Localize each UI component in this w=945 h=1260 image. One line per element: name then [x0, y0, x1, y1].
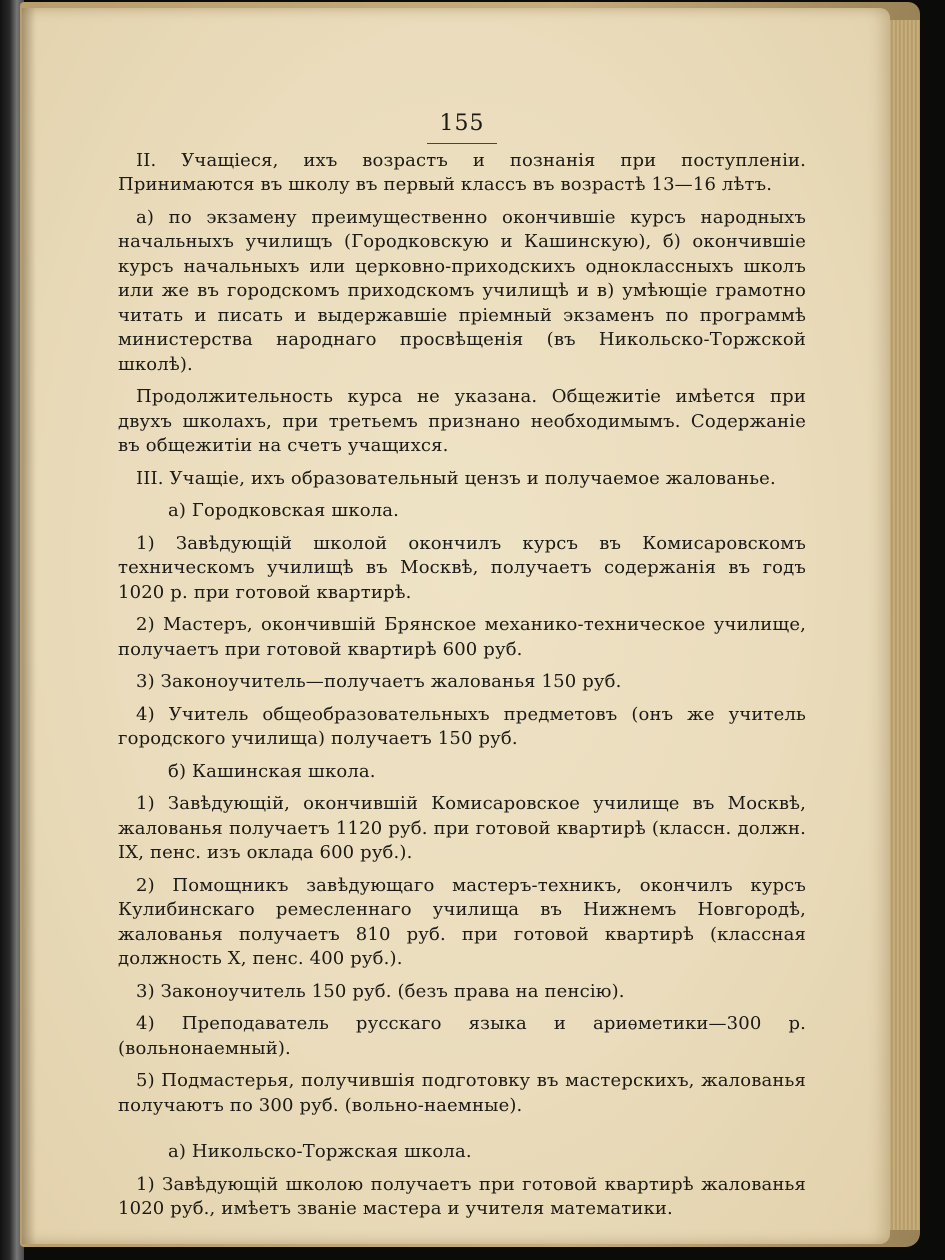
- list-item: 1) Завѣдующiй школою получаетъ при готовой квартирѣ жалованья 1020 руб., имѣетъ званiе мастера и учителя математики.: [118, 1173, 806, 1219]
- page-gutter-shadow: [22, 8, 36, 1244]
- list-item: 5) Подмастерья, получившiя подготовку въ мастерскихъ, жалованья получаютъ по 300 руб. (вольно-наемные).: [118, 1070, 806, 1116]
- section-heading-kashinskaya: б) Кашинская школа.: [168, 760, 376, 782]
- paragraph-admission: а) по экзамену преимущественно окончившiе курсъ народныхъ начальныхъ училищъ (Городковскую и Кашинскую), б) окончившiе курсъ начальныхъ или церковно-приходскихъ одноклассныхъ школъ или же въ городскомъ приходскомъ училищѣ и в) умѣющiе грамотно читать и писать и выдержавшiе прiемный экзаменъ по программѣ министерства народнаго просвѣщенiя (въ Никольско-Торжской школѣ).: [118, 206, 806, 375]
- list-item: 1) Завѣдующiй школой окончилъ курсъ въ Комисаровскомъ техническомъ училищѣ въ Москвѣ, получаетъ содержанiя въ годъ 1020 р. при готовой квартирѣ.: [118, 532, 806, 603]
- page-content: [118, 112, 806, 1230]
- list-item: 2) Помощникъ завѣдующаго мастеръ-техникъ, окончилъ курсъ Кулибинскаго ремесленнаго училища въ Нижнемъ Новгородѣ, жалованья получаетъ 810 руб. при готовой квартирѣ (классная должность X, пенс. 400 руб.).: [118, 874, 806, 969]
- page-edges: [890, 20, 920, 1230]
- paragraph-duration: Продолжительность курса не указана. Общежитiе имѣется при двухъ школахъ, при третьемъ признано необходимымъ. Содержанiе въ общежитiи на счетъ учащихся.: [118, 386, 806, 456]
- list-item: 2) Мастеръ, окончившiй Брянское механико-техническое училище, получаетъ при готовой квартирѣ 600 руб.: [118, 614, 806, 660]
- list-item: 1) Завѣдующiй, окончившiй Комисаровское училище въ Москвѣ, жалованья получаетъ 1120 руб. при готовой квартирѣ (классн. должн. IX, пенс. изъ оклада 600 руб.).: [118, 793, 806, 863]
- paragraph-teachers-heading: III. Учащiе, ихъ образовательный цензъ и получаемое жалованье.: [136, 467, 776, 489]
- list-item: 3) Законоучитель—получаетъ жалованья 150 руб.: [136, 671, 622, 692]
- section-heading-nikolsko-torzhskaya: а) Никольско-Торжская школа.: [168, 1141, 472, 1162]
- page-number: 155: [118, 112, 806, 137]
- paragraph-students-age: II. Учащiеся, ихъ возрастъ и познанiя при поступленiи. Принимаются въ школу въ первый классъ въ возрастѣ 13—16 лѣтъ.: [118, 149, 806, 195]
- list-item: 3) Законоучитель 150 руб. (безъ права на пенсiю).: [136, 980, 625, 1002]
- section-heading-gorodkovskaya: а) Городковская школа.: [168, 500, 400, 521]
- list-item: 4) Преподаватель русскаго языка и ариѳметики—300 р. (вольнонаемный).: [118, 1013, 806, 1059]
- list-item: 4) Учитель общеобразовательныхъ предметовъ (онъ же учитель городского училища) получаетъ 150 руб.: [118, 703, 806, 749]
